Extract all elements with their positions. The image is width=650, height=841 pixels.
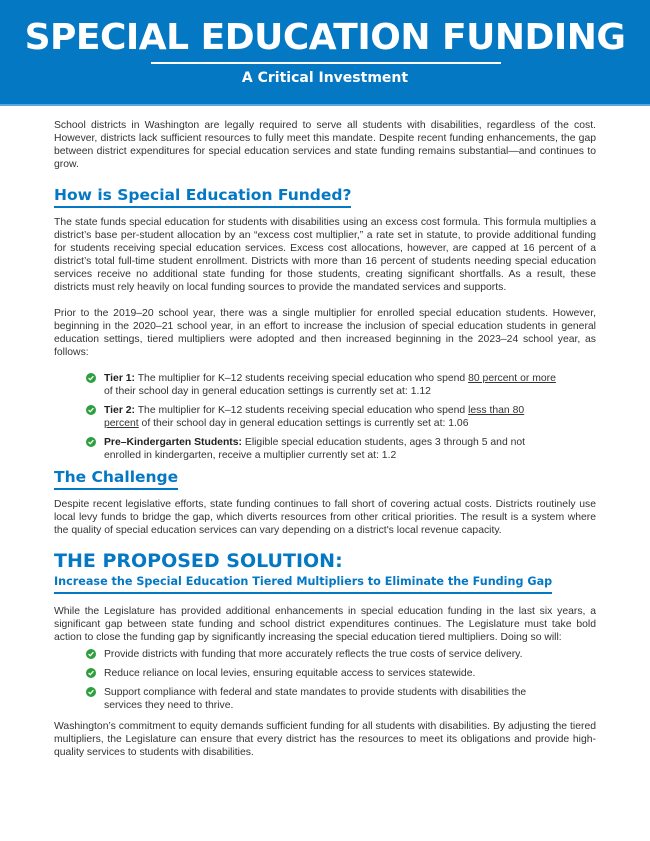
challenge-paragraph: Despite recent legislative efforts, state funding continues to fall short of covering actual costs. Districts routinely use local levy funds to bridge the gap, which diverts resources from other critical priorities. The result is a system where the quality of special education services can vary depending on a district's local revenue capacity. — [54, 499, 596, 536]
list-item-pre-k — [86, 436, 596, 462]
page-subtitle: A Critical Investment — [241, 70, 409, 86]
solution-paragraph: While the Legislature has provided additional enhancements in special education funding in the last six years, a significant gap between state funding and school district expenditures continues. The Legislature must take bold action to close the funding gap by significantly increasing the special education tiered multipliers. Doing so will: — [54, 606, 596, 643]
section-heading-solution: THE PROPOSED SOLUTION: — [54, 550, 343, 572]
tier-label: Tier 1: — [104, 373, 135, 384]
tier-text: Eligible special education students, ages 3 through 5 and not enrolled in kindergarten, receive a multiplier currently set at: 1.2 — [104, 437, 526, 461]
header-divider — [151, 62, 501, 64]
solution-subheading: Increase the Special Education Tiered Multipliers to Eliminate the Funding Gap — [54, 574, 552, 594]
benefit-text: Provide districts with funding that more accurately reflects the true costs of service delivery. — [104, 649, 523, 660]
tier-text-after: of their school day in general education settings is currently set at: 1.12 — [104, 386, 431, 397]
section-heading-challenge: The Challenge — [54, 468, 178, 490]
list-item-benefit — [86, 667, 596, 680]
tier-underlined-text: less than 80 percent — [104, 405, 525, 429]
intro-paragraph: School districts in Washington are legally required to serve all students with disabilities, regardless of the cost. However, districts lack sufficient resources to fully meet this mandate. Despite recent funding enhancements, the gap between district expenditures for special education services and state funding remains substantial—and continues to grow. — [54, 120, 596, 170]
closing-paragraph: Washington’s commitment to equity demands sufficient funding for all students with disabilities. By adjusting the tiered multipliers, the Legislature can ensure that every district has the resources to meet its obligations and provide high-quality services to students with disabilities. — [54, 721, 596, 758]
benefit-text: Reduce reliance on local levies, ensuring equitable access to services statewide. — [104, 668, 476, 679]
check-circle-icon — [86, 405, 96, 415]
tier-label: Pre–Kindergarten Students: — [104, 437, 242, 448]
funded-paragraph-1: The state funds special education for students with disabilities using an excess cost formula. This formula multiplies a district’s base per-student allocation by an “excess cost multiplier,” a rate set in statute, to provide additional funding for students receiving special education services. Excess cost allocations, however, are capped at 16 percent of a district’s total full-time student enrollment. Districts with more than 16 percent of students needing special education services receive no additional state funding for those students, creating significant shortfalls. As a result, these districts must rely heavily on local funding sources to provide the mandated services and supports. — [54, 217, 596, 293]
document-body — [54, 119, 596, 759]
header-banner — [0, 0, 650, 106]
check-circle-icon — [86, 649, 96, 659]
tier-text-after: of their school day in general education settings is currently set at: 1.06 — [138, 418, 469, 429]
tier-label: Tier 2: — [104, 405, 135, 416]
tier-text: The multiplier for K–12 students receiving special education who spend — [135, 373, 469, 384]
tier-underlined-text: 80 percent or more — [468, 373, 556, 384]
challenge-section — [54, 468, 596, 537]
list-item-benefit — [86, 686, 596, 712]
check-circle-icon — [86, 437, 96, 447]
check-circle-icon — [86, 687, 96, 697]
funded-section — [54, 186, 596, 462]
benefit-text: Support compliance with federal and state mandates to provide students with disabilities the services they need to thrive. — [104, 687, 527, 711]
list-item-tier-2 — [86, 404, 596, 430]
funded-paragraph-2: Prior to the 2019–20 school year, there was a single multiplier for enrolled special education students. However, beginning in the 2020–21 school year, in an effort to increase the inclusion of special education students in general education settings, tiered multipliers were adopted and then increased beginning in the 2023–24 school year, as follows: — [54, 308, 596, 358]
tier-text: The multiplier for K–12 students receiving special education who spend — [135, 405, 469, 416]
solution-benefits-list — [54, 648, 596, 712]
check-circle-icon — [86, 373, 96, 383]
solution-section — [54, 550, 596, 759]
page-title: SPECIAL EDUCATION FUNDING — [24, 17, 626, 58]
check-circle-icon — [86, 668, 96, 678]
tier-list — [54, 372, 596, 462]
list-item-tier-1 — [86, 372, 596, 398]
list-item-benefit — [86, 648, 596, 661]
section-heading-funded: How is Special Education Funded? — [54, 186, 351, 208]
